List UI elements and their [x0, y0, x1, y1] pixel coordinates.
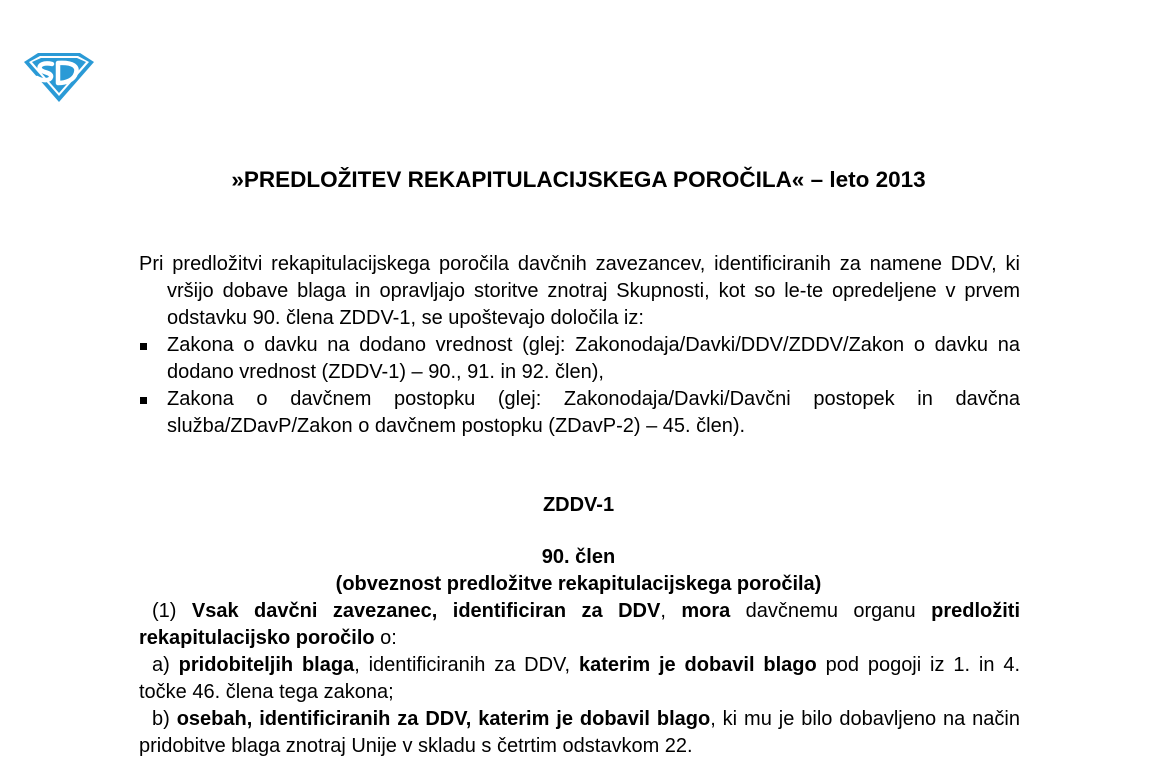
- bullet-text: Zakona o davku na dodano vrednost (glej: Zakonodaja/Davki/DDV/ZDDV/Zakon o davku na dodano vrednost (ZDDV-1) – 90., 91. in 92. člen),: [167, 334, 1020, 383]
- bullet-square-icon: [140, 343, 147, 350]
- bullet-square-icon: [140, 397, 147, 404]
- bullet-item: [139, 332, 1020, 386]
- intro-paragraph: Pri predložitvi rekapitulacijskega poročila davčnih zavezancev, identificiranih za namene DDV, ki vršijo dobave blaga in opravljajo storitve znotraj Skupnosti, kot so le-te opredeljene v prvem odstavku 90. člena ZDDV-1, se upoštevajo določila iz:: [139, 253, 1020, 329]
- sd-shield-logo-icon: [22, 50, 96, 104]
- article-body: [139, 598, 1020, 760]
- article-point-a: a) pridobiteljih blaga, identificiranih za DDV, katerim je dobavil blago pod pogoji iz 1. in 4. točke 46. člena tega zakona;: [139, 654, 1020, 703]
- article-title: (obveznost predložitve rekapitulacijskega poročila): [335, 573, 822, 595]
- bullet-text: Zakona o davčnem postopku (glej: Zakonodaja/Davki/Davčni postopek in davčna služba/ZDavP/Zakon o davčnem postopku (ZDavP-2) – 45. člen).: [167, 388, 1020, 437]
- intro-section: [139, 251, 1020, 440]
- document-title: »PREDLOŽITEV REKAPITULACIJSKEGA POROČILA« – leto 2013: [231, 167, 926, 192]
- article-number: 90. člen: [541, 546, 616, 568]
- bullet-item: [139, 386, 1020, 440]
- article-paragraph-1: (1) Vsak davčni zavezanec, identificiran za DDV, mora davčnemu organu predložiti rekapitulacijsko poročilo o:: [139, 600, 1020, 649]
- law-heading: ZDDV-1: [542, 494, 615, 516]
- article-point-b: b) osebah, identificiranih za DDV, katerim je dobavil blago, ki mu je bilo dobavljeno na način pridobitve blaga znotraj Unije v skladu s četrtim odstavkom 22.: [139, 708, 1020, 757]
